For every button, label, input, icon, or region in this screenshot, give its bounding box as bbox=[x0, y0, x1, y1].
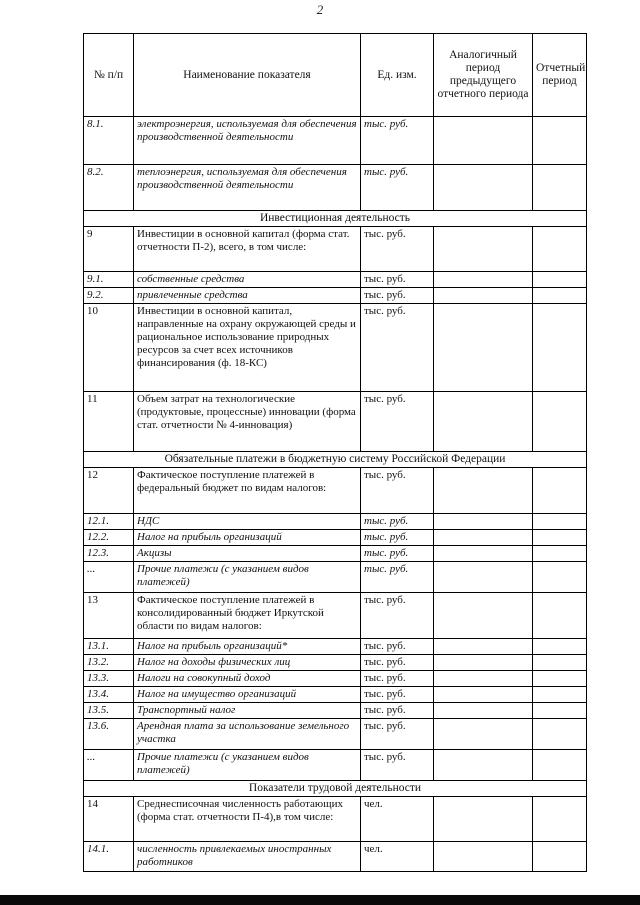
row-current-period-value bbox=[533, 546, 587, 562]
row-indicator-name: Акцизы bbox=[134, 546, 361, 562]
row-indicator-name: электроэнергия, используемая для обеспечения производственной деятельности bbox=[134, 117, 361, 165]
header-num: № п/п bbox=[84, 34, 134, 117]
row-current-period-value bbox=[533, 593, 587, 639]
row-current-period-value bbox=[533, 468, 587, 514]
row-prev-period-value bbox=[434, 750, 533, 781]
row-indicator-name: собственные средства bbox=[134, 272, 361, 288]
row-number: 8.2. bbox=[84, 165, 134, 211]
row-number: ... bbox=[84, 562, 134, 593]
row-number: 11 bbox=[84, 392, 134, 452]
row-prev-period-value bbox=[434, 392, 533, 452]
row-unit: тыс. руб. bbox=[361, 272, 434, 288]
row-prev-period-value bbox=[434, 288, 533, 304]
row-unit: тыс. руб. bbox=[361, 639, 434, 655]
row-indicator-name: Налог на доходы физических лиц bbox=[134, 655, 361, 671]
section-title: Инвестиционная деятельность bbox=[84, 211, 587, 227]
row-unit: тыс. руб. bbox=[361, 288, 434, 304]
row-prev-period-value bbox=[434, 117, 533, 165]
row-number: 9.1. bbox=[84, 272, 134, 288]
row-indicator-name: Налоги на совокупный доход bbox=[134, 671, 361, 687]
row-unit: тыс. руб. bbox=[361, 392, 434, 452]
table-row bbox=[84, 272, 587, 288]
row-unit: тыс. руб. bbox=[361, 530, 434, 546]
header-unit: Ед. изм. bbox=[361, 34, 434, 117]
row-prev-period-value bbox=[434, 655, 533, 671]
table-row bbox=[84, 165, 587, 211]
section-title: Показатели трудовой деятельности bbox=[84, 781, 587, 797]
table-row bbox=[84, 639, 587, 655]
row-indicator-name: Налог на имущество организаций bbox=[134, 687, 361, 703]
row-number: 13.2. bbox=[84, 655, 134, 671]
row-number: 9 bbox=[84, 227, 134, 272]
row-prev-period-value bbox=[434, 639, 533, 655]
table-row bbox=[84, 671, 587, 687]
row-unit: чел. bbox=[361, 842, 434, 872]
row-indicator-name: Налог на прибыль организаций* bbox=[134, 639, 361, 655]
header-row bbox=[84, 34, 587, 117]
row-unit: тыс. руб. bbox=[361, 750, 434, 781]
header-current-period: Отчетный период bbox=[533, 34, 587, 117]
row-number: 13.4. bbox=[84, 687, 134, 703]
row-current-period-value bbox=[533, 288, 587, 304]
table-row bbox=[84, 304, 587, 392]
row-indicator-name: теплоэнергия, используемая для обеспечения производственной деятельности bbox=[134, 165, 361, 211]
row-current-period-value bbox=[533, 272, 587, 288]
row-unit: тыс. руб. bbox=[361, 687, 434, 703]
row-number: 13.1. bbox=[84, 639, 134, 655]
row-unit: тыс. руб. bbox=[361, 468, 434, 514]
row-indicator-name: Инвестиции в основной капитал, направленные на охрану окружающей среды и рациональное использование природных ресурсов за счет всех источников финансирования (ф. 18-КС) bbox=[134, 304, 361, 392]
row-unit: тыс. руб. bbox=[361, 165, 434, 211]
table-row bbox=[84, 797, 587, 842]
row-indicator-name: Прочие платежи (с указанием видов платежей) bbox=[134, 562, 361, 593]
row-indicator-name: численность привлекаемых иностранных работников bbox=[134, 842, 361, 872]
page-number: 2 bbox=[316, 2, 324, 17]
section-row bbox=[84, 211, 587, 227]
row-prev-period-value bbox=[434, 530, 533, 546]
table-row bbox=[84, 392, 587, 452]
row-prev-period-value bbox=[434, 468, 533, 514]
row-unit: чел. bbox=[361, 797, 434, 842]
row-indicator-name: Инвестиции в основной капитал (форма стат. отчетности П-2), всего, в том числе: bbox=[134, 227, 361, 272]
table-row bbox=[84, 719, 587, 750]
row-prev-period-value bbox=[434, 719, 533, 750]
row-unit: тыс. руб. bbox=[361, 117, 434, 165]
row-prev-period-value bbox=[434, 514, 533, 530]
row-prev-period-value bbox=[434, 703, 533, 719]
row-prev-period-value bbox=[434, 593, 533, 639]
row-current-period-value bbox=[533, 655, 587, 671]
row-prev-period-value bbox=[434, 842, 533, 872]
header-name: Наименование показателя bbox=[134, 34, 361, 117]
row-current-period-value bbox=[533, 639, 587, 655]
section-row bbox=[84, 452, 587, 468]
table-row bbox=[84, 703, 587, 719]
row-number: ... bbox=[84, 750, 134, 781]
table-row bbox=[84, 227, 587, 272]
row-prev-period-value bbox=[434, 797, 533, 842]
table-row bbox=[84, 655, 587, 671]
row-number: 13.6. bbox=[84, 719, 134, 750]
row-current-period-value bbox=[533, 392, 587, 452]
report-body bbox=[84, 117, 587, 872]
row-indicator-name: НДС bbox=[134, 514, 361, 530]
row-prev-period-value bbox=[434, 227, 533, 272]
row-unit: тыс. руб. bbox=[361, 546, 434, 562]
row-current-period-value bbox=[533, 671, 587, 687]
row-unit: тыс. руб. bbox=[361, 514, 434, 530]
row-indicator-name: Арендная плата за использование земельного участка bbox=[134, 719, 361, 750]
report-table bbox=[83, 33, 587, 872]
scan-edge bbox=[0, 895, 640, 905]
row-current-period-value bbox=[533, 750, 587, 781]
row-current-period-value bbox=[533, 117, 587, 165]
row-indicator-name: Объем затрат на технологические (продуктовые, процессные) инновации (форма стат. отчетности № 4-инновация) bbox=[134, 392, 361, 452]
row-current-period-value bbox=[533, 514, 587, 530]
row-number: 12.1. bbox=[84, 514, 134, 530]
row-number: 12.3. bbox=[84, 546, 134, 562]
row-number: 12.2. bbox=[84, 530, 134, 546]
row-prev-period-value bbox=[434, 272, 533, 288]
row-number: 10 bbox=[84, 304, 134, 392]
row-prev-period-value bbox=[434, 304, 533, 392]
table-row bbox=[84, 562, 587, 593]
row-number: 9.2. bbox=[84, 288, 134, 304]
row-number: 8.1. bbox=[84, 117, 134, 165]
row-indicator-name: Фактическое поступление платежей в федеральный бюджет по видам налогов: bbox=[134, 468, 361, 514]
row-number: 14.1. bbox=[84, 842, 134, 872]
row-current-period-value bbox=[533, 719, 587, 750]
row-current-period-value bbox=[533, 797, 587, 842]
section-row bbox=[84, 781, 587, 797]
table-row bbox=[84, 288, 587, 304]
table-row bbox=[84, 750, 587, 781]
table-row bbox=[84, 593, 587, 639]
row-prev-period-value bbox=[434, 546, 533, 562]
row-unit: тыс. руб. bbox=[361, 562, 434, 593]
row-unit: тыс. руб. bbox=[361, 227, 434, 272]
table-row bbox=[84, 468, 587, 514]
row-prev-period-value bbox=[434, 165, 533, 211]
header-prev-period: Аналогичный период предыдущего отчетного периода bbox=[434, 34, 533, 117]
table-row bbox=[84, 117, 587, 165]
row-number: 13 bbox=[84, 593, 134, 639]
row-number: 14 bbox=[84, 797, 134, 842]
row-indicator-name: привлеченные средства bbox=[134, 288, 361, 304]
row-number: 13.5. bbox=[84, 703, 134, 719]
row-unit: тыс. руб. bbox=[361, 655, 434, 671]
row-prev-period-value bbox=[434, 671, 533, 687]
row-number: 13.3. bbox=[84, 671, 134, 687]
table-row bbox=[84, 530, 587, 546]
row-current-period-value bbox=[533, 227, 587, 272]
row-current-period-value bbox=[533, 530, 587, 546]
row-indicator-name: Фактическое поступление платежей в консолидированный бюджет Иркутской области по видам налогов: bbox=[134, 593, 361, 639]
table-row bbox=[84, 687, 587, 703]
row-current-period-value bbox=[533, 687, 587, 703]
row-unit: тыс. руб. bbox=[361, 719, 434, 750]
row-unit: тыс. руб. bbox=[361, 703, 434, 719]
row-indicator-name: Среднесписочная численность работающих (форма стат. отчетности П-4),в том числе: bbox=[134, 797, 361, 842]
row-current-period-value bbox=[533, 842, 587, 872]
section-title: Обязательные платежи в бюджетную систему Российской Федерации bbox=[84, 452, 587, 468]
row-indicator-name: Налог на прибыль организаций bbox=[134, 530, 361, 546]
row-unit: тыс. руб. bbox=[361, 593, 434, 639]
row-unit: тыс. руб. bbox=[361, 671, 434, 687]
row-indicator-name: Прочие платежи (с указанием видов платежей) bbox=[134, 750, 361, 781]
row-prev-period-value bbox=[434, 562, 533, 593]
row-current-period-value bbox=[533, 703, 587, 719]
row-current-period-value bbox=[533, 304, 587, 392]
table-row bbox=[84, 514, 587, 530]
row-number: 12 bbox=[84, 468, 134, 514]
table-row bbox=[84, 546, 587, 562]
row-current-period-value bbox=[533, 562, 587, 593]
row-indicator-name: Транспортный налог bbox=[134, 703, 361, 719]
row-prev-period-value bbox=[434, 687, 533, 703]
row-current-period-value bbox=[533, 165, 587, 211]
row-unit: тыс. руб. bbox=[361, 304, 434, 392]
table-row bbox=[84, 842, 587, 872]
